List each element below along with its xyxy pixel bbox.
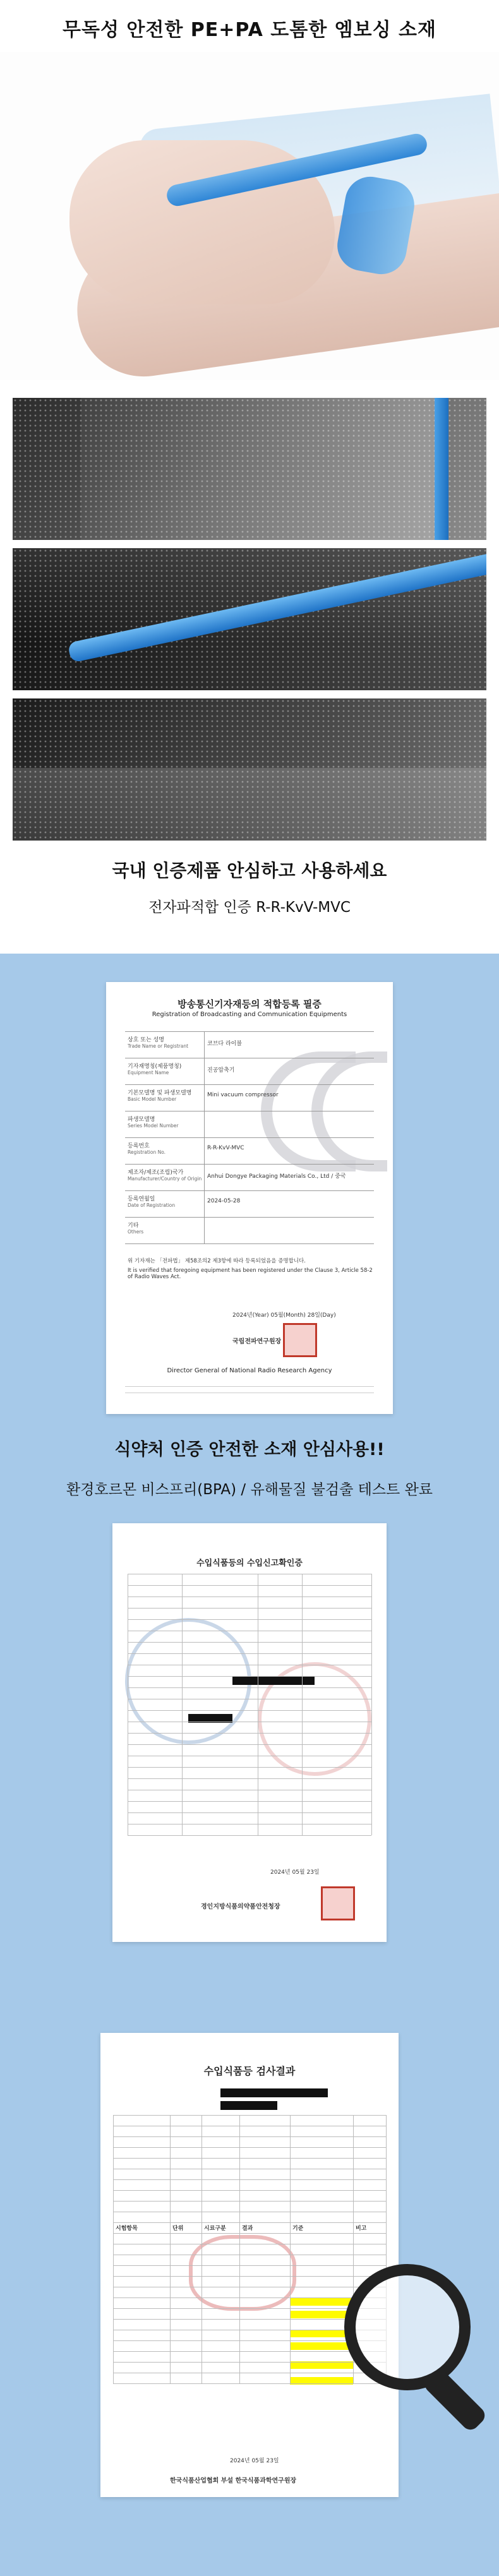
bpa-free-test-subtitle: 환경호르몬 비스프리(BPA) / 유해물질 불검출 테스트 완료 [66,1482,433,1498]
cert3-grid-line [113,2115,386,2116]
cert1-row-divider [125,1084,374,1085]
cert3-grid-line [113,2233,386,2234]
cert3-grid-line [113,2147,386,2148]
embossed-film-photo-3 [13,698,486,841]
cert2-grid-line [128,1676,371,1677]
cert1-row-label: 파생모델명 [128,1117,155,1123]
cert1-row-sublabel: Trade Name or Registrant [128,1043,189,1049]
cert1-date: 2024년(Year) 05월(Month) 28일(Day) [232,1312,336,1319]
cert3-grid-line [113,2179,386,2180]
cert3-grid-line [113,2158,386,2159]
cert3-grid-line [113,2222,386,2223]
blue-zipper-strip [435,398,448,540]
cert2-date: 2024년 05월 23일 [270,1869,320,1876]
cert1-row-value: 진공압축기 [207,1067,235,1074]
cert3-title: 수입식품등 검사결과 [203,2065,296,2077]
official-red-stamp [283,1323,317,1357]
cert3-grid-line [113,2136,386,2137]
official-red-stamp [321,1886,355,1920]
cert2-grid-line [128,1585,371,1586]
inspection-result-certificate [100,2033,399,2497]
material-headline: 무독성 안전한 PE+PA 도톰한 엠보싱 소재 [62,19,436,41]
cert1-row-label: 등록번호 [128,1143,150,1149]
cert1-row-sublabel: Basic Model Number [128,1096,177,1102]
highlighted-result [290,2311,353,2318]
cert1-title-kr: 방송통신기자재등의 적합등록 필증 [177,998,322,1010]
cert1-row-label: 기자재명칭(제품명칭) [128,1063,182,1070]
cert3-grid-line [113,2340,386,2341]
cert1-column-divider [204,1031,205,1243]
cert1-row-sublabel: Manufacturer/Country of Origin [128,1176,202,1182]
emboss-texture [13,398,486,540]
red-watermark-stamp [189,2235,296,2311]
cert3-grid-column [113,2115,114,2383]
kc-registration-certificate [106,982,393,1414]
cert1-title-en: Registration of Broadcasting and Communication Equipments [152,1011,347,1018]
cert3-header-cell: 시험항목 [116,2226,138,2232]
cert1-row-value: R-R-KvV-MVC [207,1145,244,1151]
cert3-grid-line [113,2297,386,2298]
cert3-grid-line [113,2265,386,2266]
emboss-texture [13,698,486,841]
cert2-grid-line [128,1653,371,1654]
cert3-grid-column [201,2115,202,2383]
magnifier-lens-icon [344,2264,471,2390]
cert2-grid-line [128,1801,371,1802]
cert3-grid-line [113,2190,386,2191]
cert1-row-label: 등록연월일 [128,1196,155,1202]
cert1-issuer-en: Director General of National Radio Research Agency [167,1367,332,1374]
cert2-grid-line [128,1835,371,1836]
highlighted-result [290,2330,353,2337]
cert3-date: 2024년 05월 23일 [230,2458,279,2464]
cert3-header-cell: 결과 [242,2226,253,2232]
cert3-grid-line [113,2351,386,2352]
cert3-grid-column [290,2115,291,2383]
cert1-row-value: 2024-05-28 [207,1198,241,1204]
highlighted-result [290,2298,353,2306]
cert1-row-divider [125,1031,374,1032]
food-safety-headline: 식약처 인증 안전한 소재 안심사용!! [114,1440,385,1459]
cert1-statement-kr: 위 기자재는 「전파법」 제58조의2 제3항에 따라 등록되었음을 증명합니다. [128,1258,306,1264]
cert1-row-divider [125,1164,374,1165]
cert3-header-cell: 비고 [356,2226,367,2232]
cert1-row-label: 상호 또는 성명 [128,1037,164,1043]
cert3-grid-column [239,2115,240,2383]
cert3-issuer: 한국식품산업협회 부설 한국식품과학연구원장 [170,2477,297,2484]
cert2-grid-column [182,1574,183,1835]
embossed-film-photo-1 [13,398,486,540]
cert2-grid-line [128,1608,371,1609]
certification-headline: 국내 인증제품 안심하고 사용하세요 [112,860,387,881]
cert1-row-sublabel: Equipment Name [128,1070,169,1075]
cert2-grid-line [128,1619,371,1620]
redacted-field [220,2101,277,2110]
cert2-grid-line [128,1767,371,1768]
cert1-row-sublabel: Registration No. [128,1149,166,1155]
embossed-film-photo-2 [13,548,486,690]
cert1-row-divider [125,1190,374,1191]
certification-number: 전자파적합 인증 R-R-KvV-MVC [148,899,351,916]
highlighted-result [290,2342,353,2350]
cert1-issuer-kr: 국립전파연구원장 [232,1338,282,1345]
import-declaration-certificate [112,1523,387,1942]
cert2-issuer: 경인지방식품의약품안전청장 [201,1903,280,1910]
cert1-row-value: Anhui Dongye Packaging Materials Co., Ltd / 중국 [207,1173,346,1180]
cert1-row-divider [125,1217,374,1218]
cert1-row-label: 기본모델명 및 파생모델명 [128,1090,192,1096]
cert2-grid-line [128,1778,371,1779]
cert3-grid-line [113,2362,386,2363]
cert1-row-divider [125,1137,374,1138]
cert1-row-value: Mini vacuum compressor [207,1092,279,1098]
cert2-title: 수입식품등의 수입신고확인증 [196,1559,303,1568]
cert2-grid-line [128,1642,371,1643]
cert3-grid-line [113,2383,386,2384]
cert2-grid-line [128,1733,371,1734]
redacted-field [220,2088,328,2097]
cert3-header-cell: 단위 [172,2226,184,2232]
cert1-row-label: 기타 [128,1223,139,1229]
cert1-row-label: 제조자/제조(조립)국가 [128,1170,184,1176]
cert3-header-cell: 시료구분 [204,2226,226,2232]
cert1-row-value: 코브다 라이블 [207,1041,243,1047]
cert3-header-cell: 기준 [292,2226,304,2232]
cert1-row-sublabel: Date of Registration [128,1202,176,1208]
cert3-grid-line [113,2276,386,2277]
cert1-row-divider [125,1243,374,1244]
hand-holding-bag-photo [0,52,499,380]
cert2-grid-line [128,1687,371,1688]
cert3-grid-line [113,2308,386,2309]
cert2-grid-column [371,1574,372,1835]
cert1-row-sublabel: Series Model Number [128,1123,179,1129]
cert2-grid-line [128,1744,371,1745]
cert2-grid-line [128,1812,371,1813]
cert3-grid-line [113,2201,386,2202]
cert2-grid-column [302,1574,303,1835]
cert1-row-sublabel: Others [128,1229,144,1235]
cert2-grid-line [128,1710,371,1711]
cert3-grid-column [170,2115,171,2383]
cert1-statement-en: It is verified that foregoing equipment has been registered under the Clause 3, Article 58-2 of Radio Waves Act. [128,1267,373,1280]
